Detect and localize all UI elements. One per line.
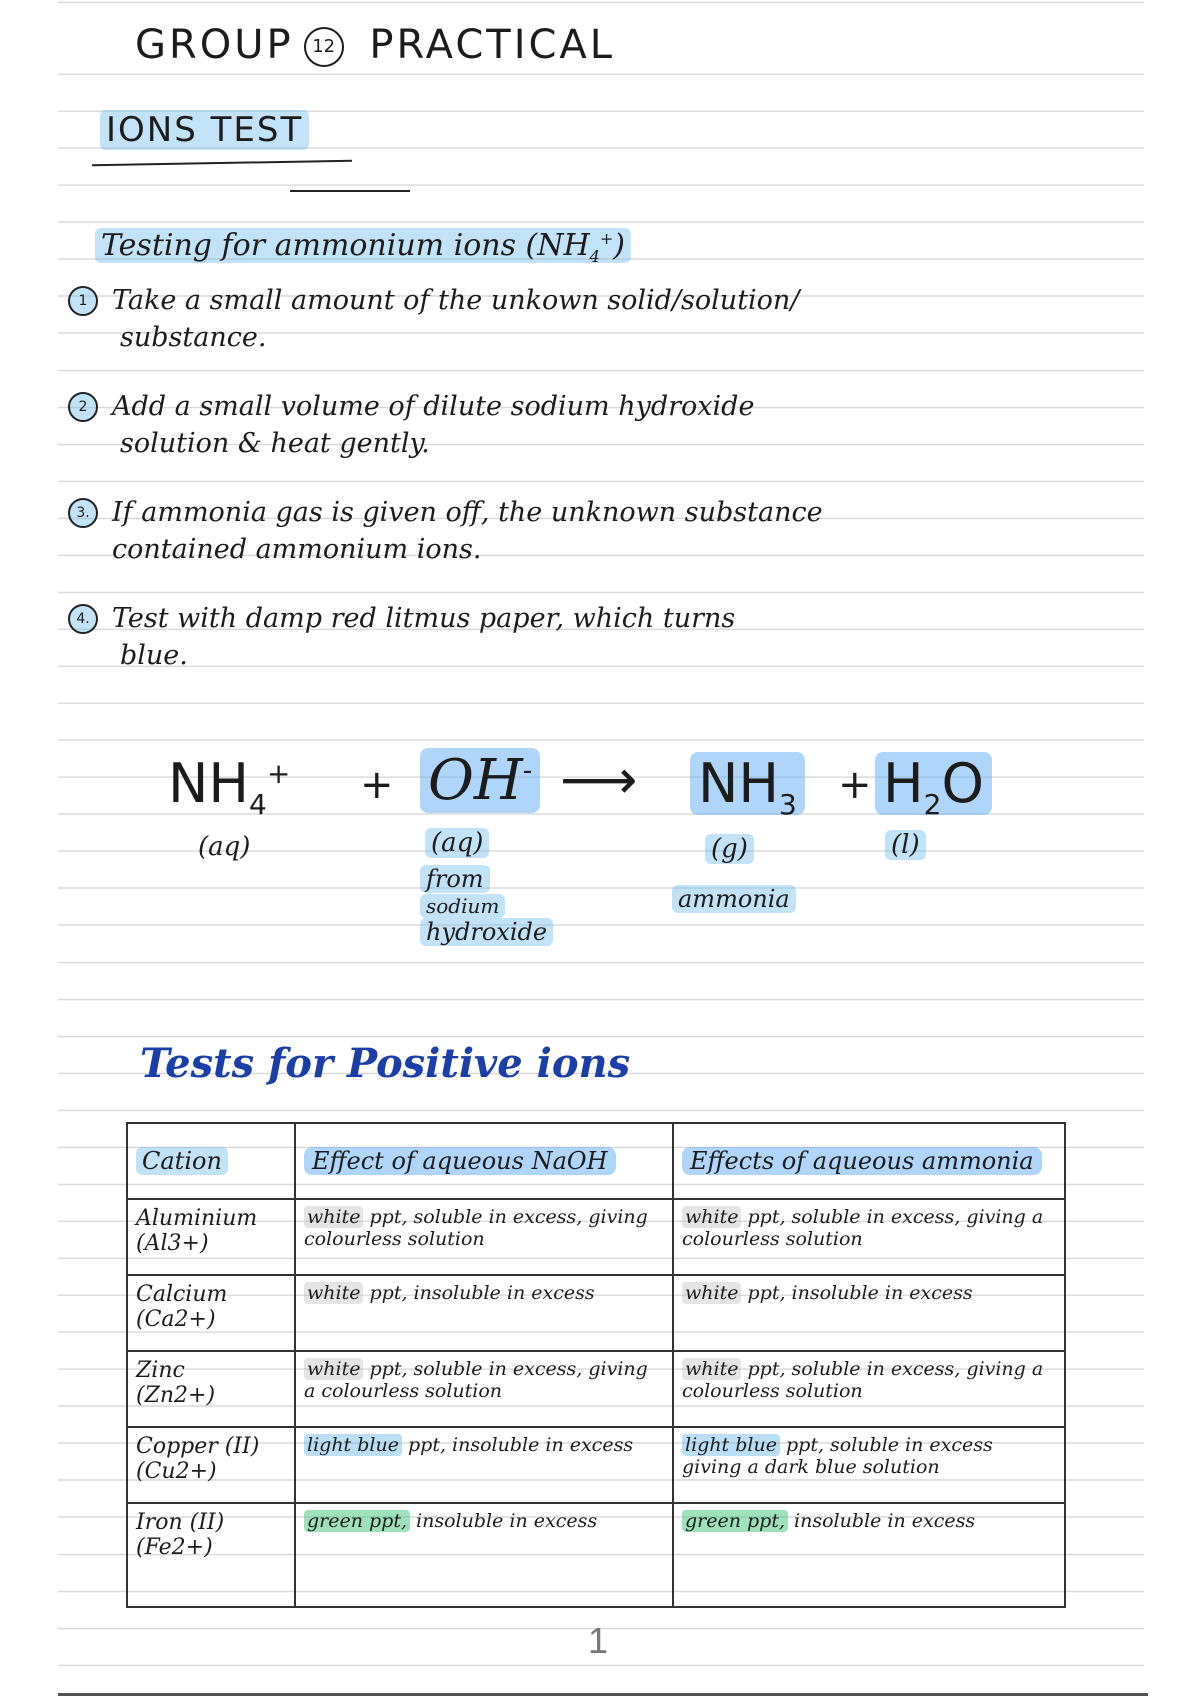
header-cation: [127, 1123, 295, 1199]
ammonia-text: ppt, soluble in excess, giving a colourless solution: [682, 1206, 1044, 1250]
cation-name: Calcium: [136, 1282, 228, 1307]
table-row: [127, 1427, 1065, 1503]
eq-reactant-ammonium: [168, 752, 290, 821]
eq-plus-2: +: [838, 762, 872, 808]
eq-state-r2: (aq): [425, 828, 489, 858]
eq-note-hydroxide-source: [420, 866, 553, 945]
title-group: GROUP: [135, 22, 294, 68]
note-line-hydroxide: hydroxide: [420, 918, 553, 946]
step-text-line1: Test with damp red litmus paper, which turns: [112, 603, 736, 634]
eq-p2-text: H: [883, 752, 924, 815]
eq-arrow: ⟶: [560, 748, 638, 811]
subheading-subscript: 4: [589, 247, 600, 266]
table-row: [127, 1275, 1065, 1351]
table-row: [127, 1351, 1065, 1427]
step-text-line2: blue.: [120, 640, 188, 671]
naoh-text: ppt, soluble in excess, giving a colourless solution: [304, 1358, 648, 1402]
naoh-text: ppt, insoluble in excess: [363, 1282, 595, 1304]
page-margin-left: [0, 0, 58, 1700]
table-header-row: [127, 1123, 1065, 1199]
step-3: [68, 494, 823, 568]
section-heading-ions-test: [100, 110, 309, 150]
naoh-highlight: light blue: [304, 1434, 402, 1456]
page-bottom-border: [58, 1693, 1148, 1696]
cell-naoh: [295, 1351, 673, 1427]
eq-state-p2: (l): [885, 830, 926, 860]
header-ammonia: [673, 1123, 1065, 1199]
cell-cation: [127, 1199, 295, 1275]
note-line-ammonia: ammonia: [672, 885, 796, 913]
eq-product-water: [875, 752, 992, 821]
cation-name: Aluminium: [136, 1206, 258, 1231]
cation-name: Iron (II): [136, 1510, 225, 1535]
ammonia-text: ppt, soluble in excess, giving a colourless solution: [682, 1358, 1044, 1402]
eq-p1-sub: 3: [779, 787, 797, 821]
step-number: 1: [68, 286, 98, 316]
header-naoh-text: Effect of aqueous NaOH: [304, 1147, 616, 1175]
naoh-highlight: green ppt,: [304, 1510, 410, 1532]
cell-ammonia: [673, 1199, 1065, 1275]
step-number: 3.: [68, 498, 98, 528]
header-ammonia-text: Effects of aqueous ammonia: [682, 1147, 1042, 1175]
subheading-text: Testing for ammonium ions (NH: [101, 228, 590, 263]
cell-naoh: [295, 1427, 673, 1503]
cell-cation: [127, 1427, 295, 1503]
step-text-line2: substance.: [120, 322, 267, 353]
section-heading-positive-ions: Tests for Positive ions: [140, 1040, 631, 1087]
eq-state-p1: (g): [705, 834, 754, 864]
title-practical: PRACTICAL: [369, 22, 616, 68]
subheading-superscript: +: [599, 229, 614, 248]
page-title: [135, 22, 615, 68]
eq-p1-text: NH: [698, 752, 779, 815]
step-number: 2: [68, 392, 98, 422]
eq-reactant-hydroxide: [420, 748, 540, 813]
cation-formula: (Zn2+): [136, 1383, 216, 1408]
group-number-badge: 12: [304, 27, 344, 67]
eq-r1-sub: 4: [249, 787, 267, 821]
naoh-text: insoluble in excess: [410, 1510, 598, 1532]
cell-cation: [127, 1503, 295, 1607]
step-4: [68, 600, 735, 674]
eq-r2-text: OH: [428, 748, 523, 813]
note-line-from: from: [420, 865, 490, 893]
subheading-highlight: [95, 228, 631, 266]
step-text-line2: contained ammonium ions.: [112, 534, 482, 565]
cell-ammonia: [673, 1427, 1065, 1503]
eq-note-ammonia: [672, 886, 796, 912]
step-1: [68, 282, 799, 356]
cation-formula: (Al3+): [136, 1231, 209, 1256]
page-number: 1: [588, 1620, 609, 1661]
ammonia-highlight: white: [682, 1358, 741, 1380]
eq-p2-tail: O: [941, 752, 984, 815]
subheading-close: ): [613, 228, 625, 263]
cation-formula: (Cu2+): [136, 1459, 217, 1484]
cell-ammonia: [673, 1275, 1065, 1351]
step-text-line1: Add a small volume of dilute sodium hydroxide: [112, 391, 755, 422]
eq-p2-sub: 2: [923, 787, 942, 821]
step-number: 4.: [68, 604, 98, 634]
naoh-text: ppt, insoluble in excess: [401, 1434, 634, 1456]
table-row: [127, 1503, 1065, 1607]
header-cation-text: Cation: [136, 1147, 228, 1175]
eq-r1-sup: +: [266, 757, 291, 790]
table-row: [127, 1199, 1065, 1275]
eq-state-r1: (aq): [198, 832, 251, 862]
eq-r2-highlight: [420, 748, 540, 813]
naoh-text: ppt, soluble in excess, giving colourless solution: [304, 1206, 648, 1250]
cation-formula: (Ca2+): [136, 1307, 216, 1332]
ammonia-text: insoluble in excess: [788, 1510, 976, 1532]
cell-naoh: [295, 1275, 673, 1351]
ammonia-highlight: white: [682, 1206, 741, 1228]
naoh-highlight: white: [304, 1358, 363, 1380]
ions-test-label: IONS TEST: [100, 110, 309, 150]
cell-ammonia: [673, 1351, 1065, 1427]
ammonia-highlight: white: [682, 1282, 741, 1304]
cell-cation: [127, 1275, 295, 1351]
ammonia-text: ppt, soluble in excess giving a dark blue solution: [682, 1434, 993, 1478]
heading-underline-flourish: [290, 190, 410, 192]
note-line-sodium: sodium: [420, 894, 505, 918]
step-text-line1: Take a small amount of the unkown solid/solution/: [112, 285, 800, 316]
cell-cation: [127, 1351, 295, 1427]
naoh-highlight: white: [304, 1282, 363, 1304]
cell-naoh: [295, 1503, 673, 1607]
ammonia-text: ppt, insoluble in excess: [741, 1282, 973, 1304]
eq-p2-highlight: [875, 752, 992, 821]
eq-r2-sup: -: [522, 753, 533, 787]
eq-plus-1: +: [360, 762, 394, 808]
ammonia-highlight: light blue: [682, 1434, 780, 1456]
ammonia-highlight: green ppt,: [682, 1510, 788, 1532]
eq-product-ammonia: [690, 752, 805, 821]
step-text-line2: solution & heat gently.: [120, 428, 430, 459]
positive-ions-table: [126, 1122, 1066, 1608]
subheading-ammonium: [95, 228, 631, 266]
cation-name: Zinc: [136, 1358, 185, 1383]
eq-r1-text: NH: [168, 752, 249, 815]
cation-formula: (Fe2+): [136, 1535, 213, 1560]
cell-naoh: [295, 1199, 673, 1275]
page-margin-right: [1144, 0, 1200, 1700]
cation-name: Copper (II): [136, 1434, 260, 1459]
naoh-highlight: white: [304, 1206, 363, 1228]
step-2: [68, 388, 754, 462]
header-naoh: [295, 1123, 673, 1199]
eq-p1-highlight: [690, 752, 805, 821]
step-text-line1: If ammonia gas is given off, the unknown substance: [112, 497, 823, 528]
cell-ammonia: [673, 1503, 1065, 1607]
